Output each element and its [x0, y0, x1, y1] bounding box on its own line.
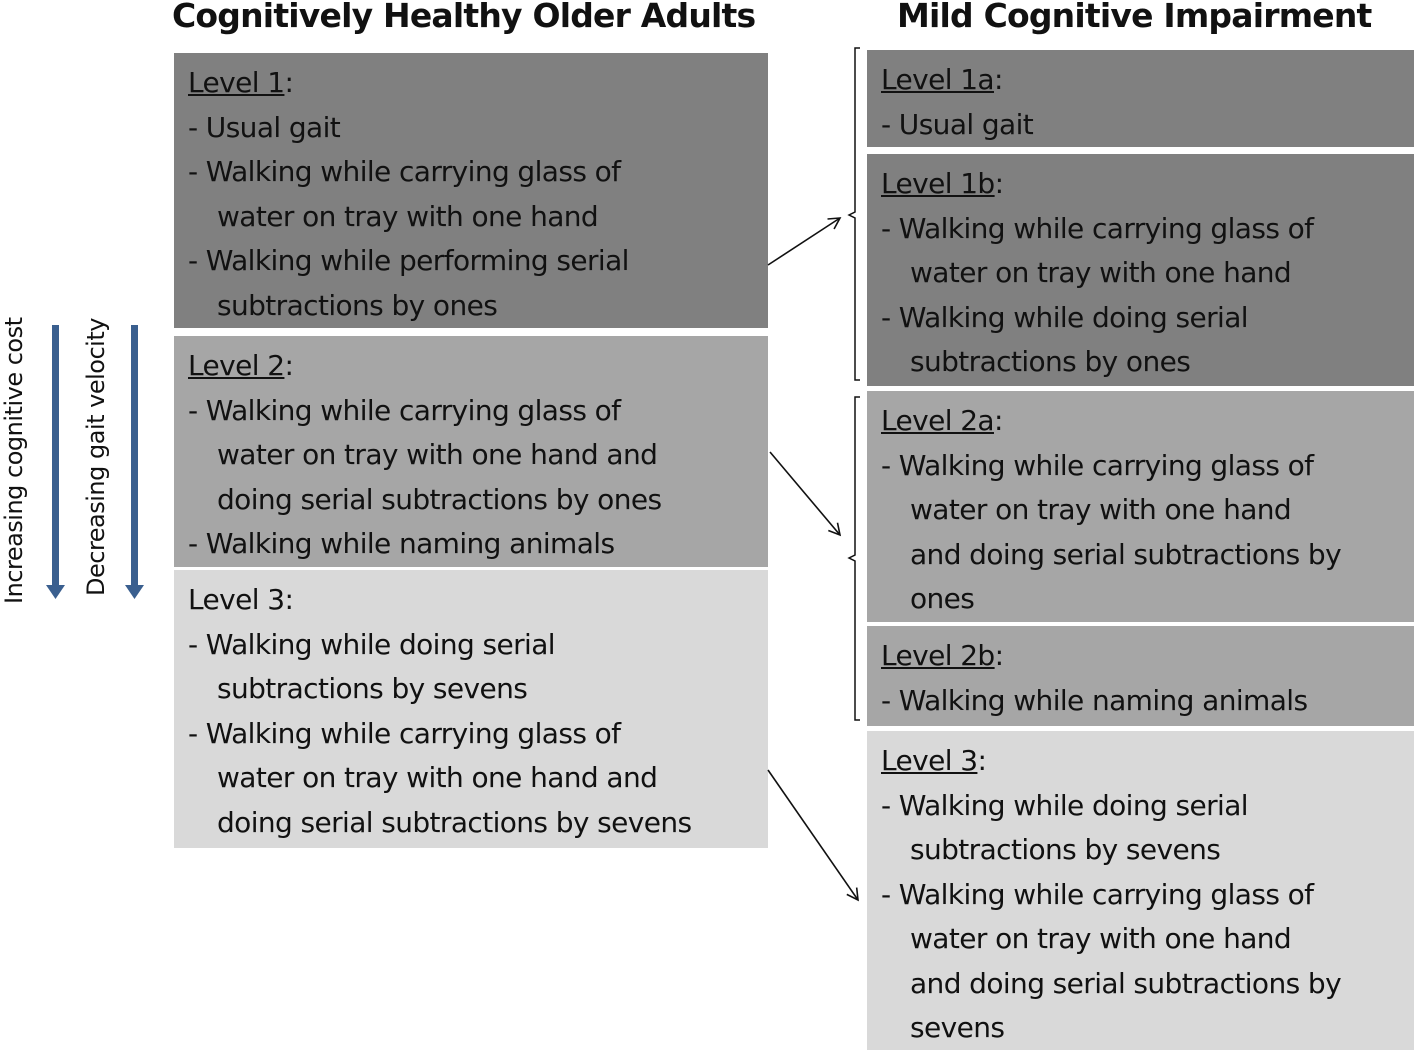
level-heading: Level 2b:: [881, 639, 1004, 672]
task-item-continuation: ones: [910, 582, 975, 615]
task-item-continuation: water on tray with one hand and: [217, 438, 658, 471]
level-heading: Level 1b:: [881, 167, 1004, 200]
level-heading: Level 1a:: [881, 63, 1003, 96]
task-item-continuation: water on tray with one hand: [910, 493, 1292, 526]
level2-bracket: [849, 397, 860, 720]
task-item-continuation: doing serial subtractions by ones: [217, 482, 662, 516]
task-item: - Walking while carrying glass of: [188, 393, 621, 427]
task-item: - Usual gait: [881, 107, 1034, 141]
right-column-title: Mild Cognitive Impairment: [897, 0, 1372, 35]
task-item: - Walking while naming animals: [188, 527, 615, 560]
task-item: - Walking while doing serial: [881, 300, 1248, 334]
increasing-cognitive-cost-label: Increasing cognitive cost: [0, 317, 28, 604]
level-heading: Level 1:: [188, 66, 294, 99]
level-label: Level 1b: [881, 167, 995, 200]
level-1a-box: [867, 50, 1414, 147]
task-item: - Walking while carrying glass of: [881, 448, 1314, 482]
level-2a-box: [867, 391, 1414, 622]
level-1b-box: [867, 154, 1414, 386]
task-item-continuation: sevens: [910, 1011, 1005, 1044]
task-item-continuation: water on tray with one hand: [910, 256, 1292, 289]
task-item-continuation: water on tray with one hand: [910, 922, 1292, 955]
task-item-continuation: subtractions by sevens: [217, 672, 528, 705]
task-item: - Walking while carrying glass of: [188, 716, 621, 750]
level-label: Level 2b: [881, 639, 995, 672]
task-item-continuation: water on tray with one hand: [217, 199, 599, 233]
task-item-continuation: and doing serial subtractions by: [910, 966, 1342, 1000]
level-label: Level 1a: [881, 63, 994, 96]
cognitive-cost-arrow: [46, 325, 65, 599]
level-heading: Level 3:: [188, 583, 294, 616]
level-2-box: [174, 336, 768, 567]
left-column-title: Cognitively Healthy Older Adults: [172, 0, 756, 35]
task-item-continuation: subtractions by sevens: [910, 833, 1221, 866]
task-item-continuation: and doing serial subtractions by: [910, 537, 1342, 571]
task-item: - Walking while carrying glass of: [188, 155, 621, 188]
decreasing-gait-velocity-label: Decreasing gait velocity: [82, 318, 110, 596]
task-item: - Walking while performing serial: [188, 244, 629, 277]
level-label: Level 3: [881, 744, 978, 777]
task-item: - Usual gait: [188, 110, 341, 144]
task-item-continuation: subtractions by ones: [217, 288, 498, 322]
level2-mapping-arrow: [770, 452, 840, 535]
level-heading: Level 2a:: [881, 404, 1003, 437]
gait-velocity-arrow: [125, 325, 144, 599]
task-item: - Walking while doing serial: [881, 788, 1248, 822]
task-item-continuation: doing serial subtractions by sevens: [217, 805, 692, 839]
level3-mapping-arrow: [768, 770, 858, 900]
level-label: Level 3: [188, 583, 285, 616]
level-3-box: [174, 570, 768, 848]
level-label: Level 2a: [881, 404, 994, 437]
level-3-mci-box: [867, 731, 1414, 1050]
task-item: - Walking while carrying glass of: [881, 211, 1314, 245]
level1-mapping-arrow: [768, 218, 840, 265]
level-label: Level 2: [188, 349, 285, 382]
level-heading: Level 2:: [188, 349, 294, 382]
task-item-continuation: subtractions by ones: [910, 345, 1191, 378]
task-item-continuation: water on tray with one hand and: [217, 761, 658, 794]
task-item: - Walking while naming animals: [881, 683, 1308, 717]
level-heading: Level 3:: [881, 744, 987, 777]
level-1-box: [174, 53, 768, 328]
task-item: - Walking while carrying glass of: [881, 877, 1314, 911]
level-2b-box: [867, 626, 1414, 726]
level-label: Level 1: [188, 66, 285, 99]
task-item: - Walking while doing serial: [188, 627, 555, 661]
level1-bracket: [849, 48, 860, 380]
